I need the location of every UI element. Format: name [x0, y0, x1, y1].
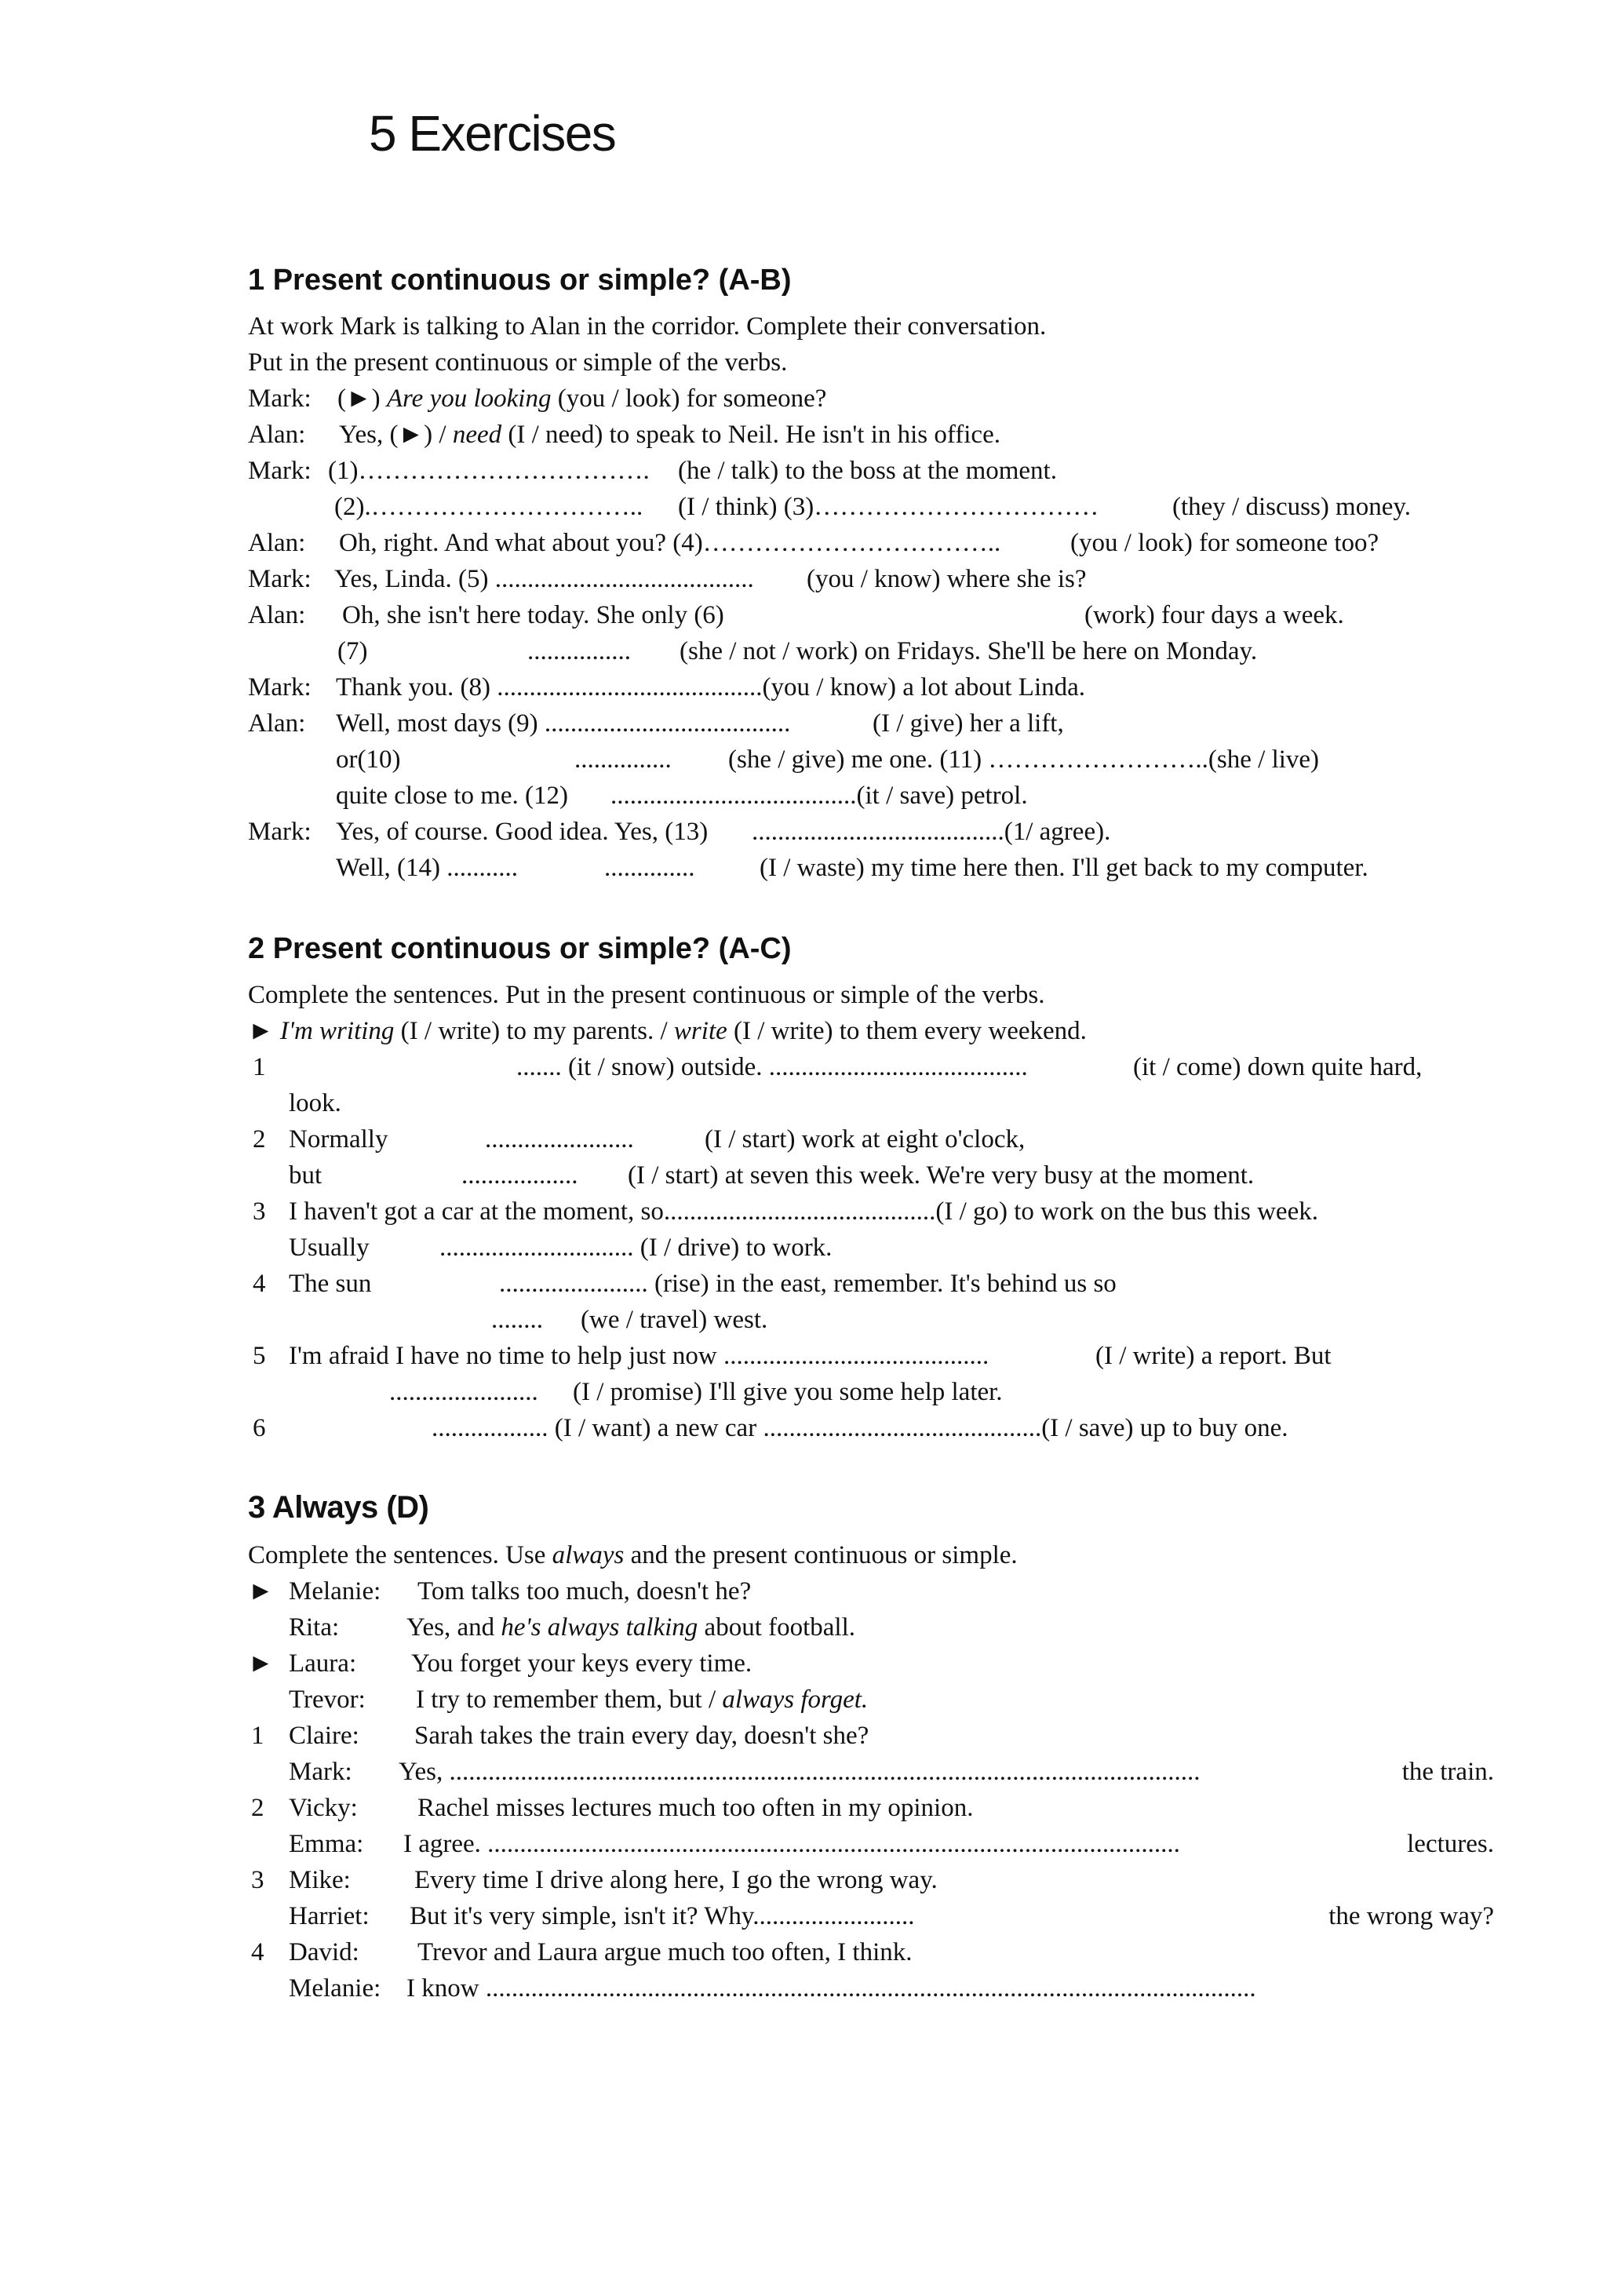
dialogue-line: the train.	[1401, 1758, 1494, 1786]
example-line: ► I'm writing (I / write) to my parents. / write (I / write) to them every weekend.	[248, 1017, 1087, 1045]
sentence: (I / promise) I'll give you some help later.	[573, 1378, 1003, 1406]
dialogue-line: Well, (14) ...........	[336, 854, 518, 882]
dialogue-line: Yes, (►) / need (I / need) to speak to Neil. He isn't in his office.	[339, 421, 1000, 449]
sentence: Usually	[289, 1234, 370, 1262]
dialogue-line: Yes, of course. Good idea. Yes, (13)	[336, 818, 709, 846]
answer-blank: (1)…………………………….	[328, 457, 650, 485]
speaker-label: Alan:	[248, 709, 306, 738]
sentence: (it / come) down quite hard,	[1133, 1053, 1423, 1081]
dialogue-line: (she / give) me one. (11) ……………………..(she / live)	[728, 745, 1320, 774]
item-number: 2	[253, 1125, 266, 1153]
sentence: look.	[289, 1089, 341, 1117]
answer-blank: I agree. ...........................................................................................................	[403, 1830, 1180, 1858]
dialogue-line: Sarah takes the train every day, doesn't she?	[414, 1722, 869, 1750]
speaker-label: Alan:	[248, 529, 306, 557]
speaker-label: Trevor:	[289, 1686, 366, 1714]
speaker-label: Harriet:	[289, 1902, 370, 1930]
speaker-label: Mark:	[289, 1758, 352, 1786]
sentence: but	[289, 1161, 322, 1190]
sentence: .................. (I / want) a new car ...........................................(I / save) up to buy one.	[432, 1414, 1288, 1442]
item-number: 1	[251, 1722, 264, 1750]
speaker-label: Mark:	[248, 384, 312, 413]
answer-blank: (2).…………………………..	[334, 493, 643, 521]
dialogue-line: (she / not / work) on Fridays. She'll be here on Monday.	[680, 637, 1258, 665]
dialogue-line: (you / know) where she is?	[807, 565, 1087, 593]
arrow-icon: ►	[248, 1577, 274, 1605]
answer-blank: .......................	[485, 1125, 634, 1153]
answer-number: (7)	[337, 637, 368, 665]
sentence: ....... (it / snow) outside. ........................................	[516, 1053, 1028, 1081]
speaker-label: Rita:	[289, 1613, 340, 1642]
speaker-label: Emma:	[289, 1830, 364, 1858]
dialogue-line: Thank you. (8) .........................................(you / know) a lot about Linda.	[336, 673, 1086, 702]
item-number: 5	[253, 1342, 266, 1370]
answer-blank: .......................	[389, 1378, 538, 1406]
answer-number: or(10)	[336, 745, 401, 774]
arrow-icon: ►	[248, 1649, 274, 1678]
dialogue-line: ......................................(it / save) petrol.	[610, 782, 1028, 810]
item-number: 2	[251, 1794, 264, 1822]
speaker-label: Mike:	[289, 1866, 351, 1894]
sentence: I haven't got a car at the moment, so..........................................(I / go) to work on the bus this week.	[289, 1197, 1318, 1226]
dialogue-line: (I / give) her a lift,	[873, 709, 1064, 738]
dialogue-line: (I / think) (3)……………………………	[678, 493, 1099, 521]
sentence: (I / write) a report. But	[1095, 1342, 1332, 1370]
exercise-1-instruction: At work Mark is talking to Alan in the corridor. Complete their conversation.	[248, 312, 1047, 341]
dialogue-line: But it's very simple, isn't it? Why.........................	[410, 1902, 915, 1930]
item-number: 3	[253, 1197, 266, 1226]
dialogue-line: .......................................(1/ agree).	[752, 818, 1111, 846]
sentence: The sun	[289, 1270, 372, 1298]
item-number: 4	[251, 1938, 264, 1966]
arrow-icon: ►	[248, 1017, 274, 1045]
dialogue-line: (I / waste) my time here then. I'll get back to my computer.	[760, 854, 1368, 882]
dialogue-line: the wrong way?	[1328, 1902, 1494, 1930]
sentence: Normally	[289, 1125, 388, 1153]
answer-blank: I know .......................................................................................................................	[406, 1974, 1256, 2003]
dialogue-line: You forget your keys every time.	[411, 1649, 752, 1678]
page-title: 5 Exercises	[369, 105, 616, 162]
speaker-label: Alan:	[248, 421, 306, 449]
speaker-label: Mark:	[248, 565, 312, 593]
sentence: (we / travel) west.	[581, 1306, 768, 1334]
dialogue-line: (work) four days a week.	[1084, 601, 1344, 629]
dialogue-line: Oh, she isn't here today. She only (6)	[342, 601, 724, 629]
speaker-label: Mark:	[248, 818, 312, 846]
dialogue-line: Rachel misses lectures much too often in my opinion.	[417, 1794, 974, 1822]
exercise-3-instruction: Complete the sentences. Use always and the present continuous or simple.	[248, 1541, 1018, 1569]
item-number: 1	[253, 1053, 266, 1081]
answer-blank: ..............	[604, 854, 695, 882]
dialogue-line: (►) Are you looking (you / look) for someone?	[337, 384, 827, 413]
dialogue-line: Yes, and he's always talking about football.	[406, 1613, 856, 1642]
speaker-label: Melanie:	[289, 1974, 381, 2003]
dialogue-line: Oh, right. And what about you? (4)……………………………..	[339, 529, 1001, 557]
dialogue-line: (they / discuss) money.	[1172, 493, 1411, 521]
speaker-label: Melanie:	[289, 1577, 381, 1605]
answer-blank: Yes, ....................................................................................................................	[399, 1758, 1201, 1786]
dialogue-line: Well, most days (9) ......................................	[336, 709, 791, 738]
dialogue-line: Tom talks too much, doesn't he?	[417, 1577, 752, 1605]
speaker-label: Mark:	[248, 673, 312, 702]
dialogue-line: (he / talk) to the boss at the moment.	[678, 457, 1057, 485]
speaker-label: Claire:	[289, 1722, 359, 1750]
exercise-2-instruction: Complete the sentences. Put in the present continuous or simple of the verbs.	[248, 981, 1045, 1009]
exercise-2-heading: 2 Present continuous or simple? (A-C)	[248, 932, 792, 965]
dialogue-line: quite close to me. (12)	[336, 782, 569, 810]
item-number: 3	[251, 1866, 264, 1894]
item-number: 4	[253, 1270, 266, 1298]
exercise-3-heading: 3 Always (D)	[248, 1490, 429, 1525]
answer-blank: ........	[491, 1306, 543, 1334]
speaker-label: Mark:	[248, 457, 312, 485]
answer-blank: ..................	[461, 1161, 578, 1190]
dialogue-line: I try to remember them, but / always forget.	[416, 1686, 869, 1714]
speaker-label: Alan:	[248, 601, 306, 629]
speaker-label: Vicky:	[289, 1794, 358, 1822]
sentence: ....................... (rise) in the east, remember. It's behind us so	[499, 1270, 1117, 1298]
speaker-label: David:	[289, 1938, 359, 1966]
speaker-label: Laura:	[289, 1649, 357, 1678]
dialogue-line: lectures.	[1407, 1830, 1494, 1858]
sentence: I'm afraid I have no time to help just now .........................................	[289, 1342, 989, 1370]
answer-blank: ................	[527, 637, 631, 665]
sentence: (I / start) at seven this week. We're very busy at the moment.	[628, 1161, 1255, 1190]
exercise-1-heading: 1 Present continuous or simple? (A-B)	[248, 264, 792, 297]
dialogue-line: Trevor and Laura argue much too often, I think.	[417, 1938, 913, 1966]
answer-blank: ...............	[574, 745, 672, 774]
item-number: 6	[253, 1414, 266, 1442]
dialogue-line: Yes, Linda. (5) ........................................	[334, 565, 754, 593]
exercise-1-instruction: Put in the present continuous or simple of the verbs.	[248, 348, 788, 377]
dialogue-line: Every time I drive along here, I go the wrong way.	[414, 1866, 938, 1894]
sentence: .............................. (I / drive) to work.	[439, 1234, 833, 1262]
sentence: (I / start) work at eight o'clock,	[705, 1125, 1026, 1153]
dialogue-line: (you / look) for someone too?	[1070, 529, 1379, 557]
